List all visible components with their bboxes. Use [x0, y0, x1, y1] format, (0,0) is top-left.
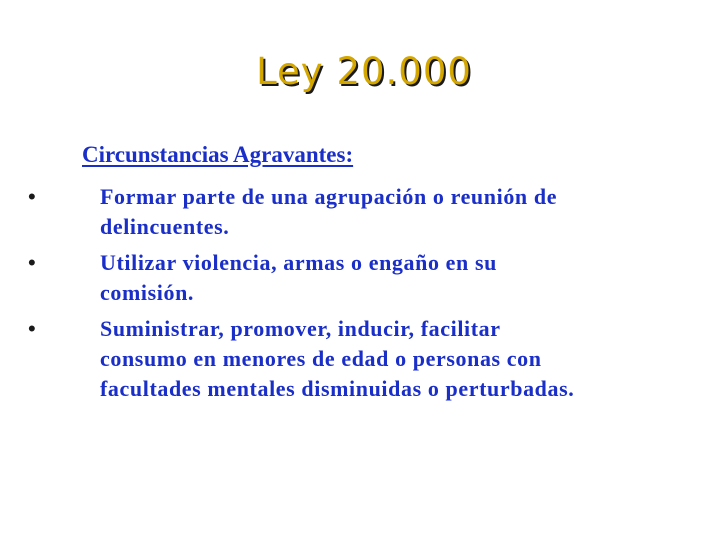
bullet-icon: •: [28, 250, 36, 275]
slide-subtitle: Circunstancias Agravantes:: [82, 142, 354, 167]
bullet-icon: •: [28, 316, 36, 341]
list-item: [28, 182, 708, 242]
list-item-line: comisión.: [100, 280, 195, 305]
list-item: [28, 314, 708, 404]
list-item-line: Formar parte de una agrupación o reunión de: [100, 184, 558, 209]
list-item-line: Utilizar violencia, armas o engaño en su: [100, 250, 497, 275]
bullet-icon: •: [28, 184, 36, 209]
list-item-line: facultades mentales disminuidas o perturbadas.: [100, 376, 575, 401]
list-item-line: Suministrar, promover, inducir, facilitar: [100, 316, 501, 341]
list-item-line: delincuentes.: [100, 214, 230, 239]
bullet-list: [28, 182, 708, 410]
slide-title: Ley 20.000: [256, 50, 472, 93]
list-item-line: consumo en menores de edad o personas con: [100, 346, 542, 371]
list-item: [28, 248, 708, 308]
